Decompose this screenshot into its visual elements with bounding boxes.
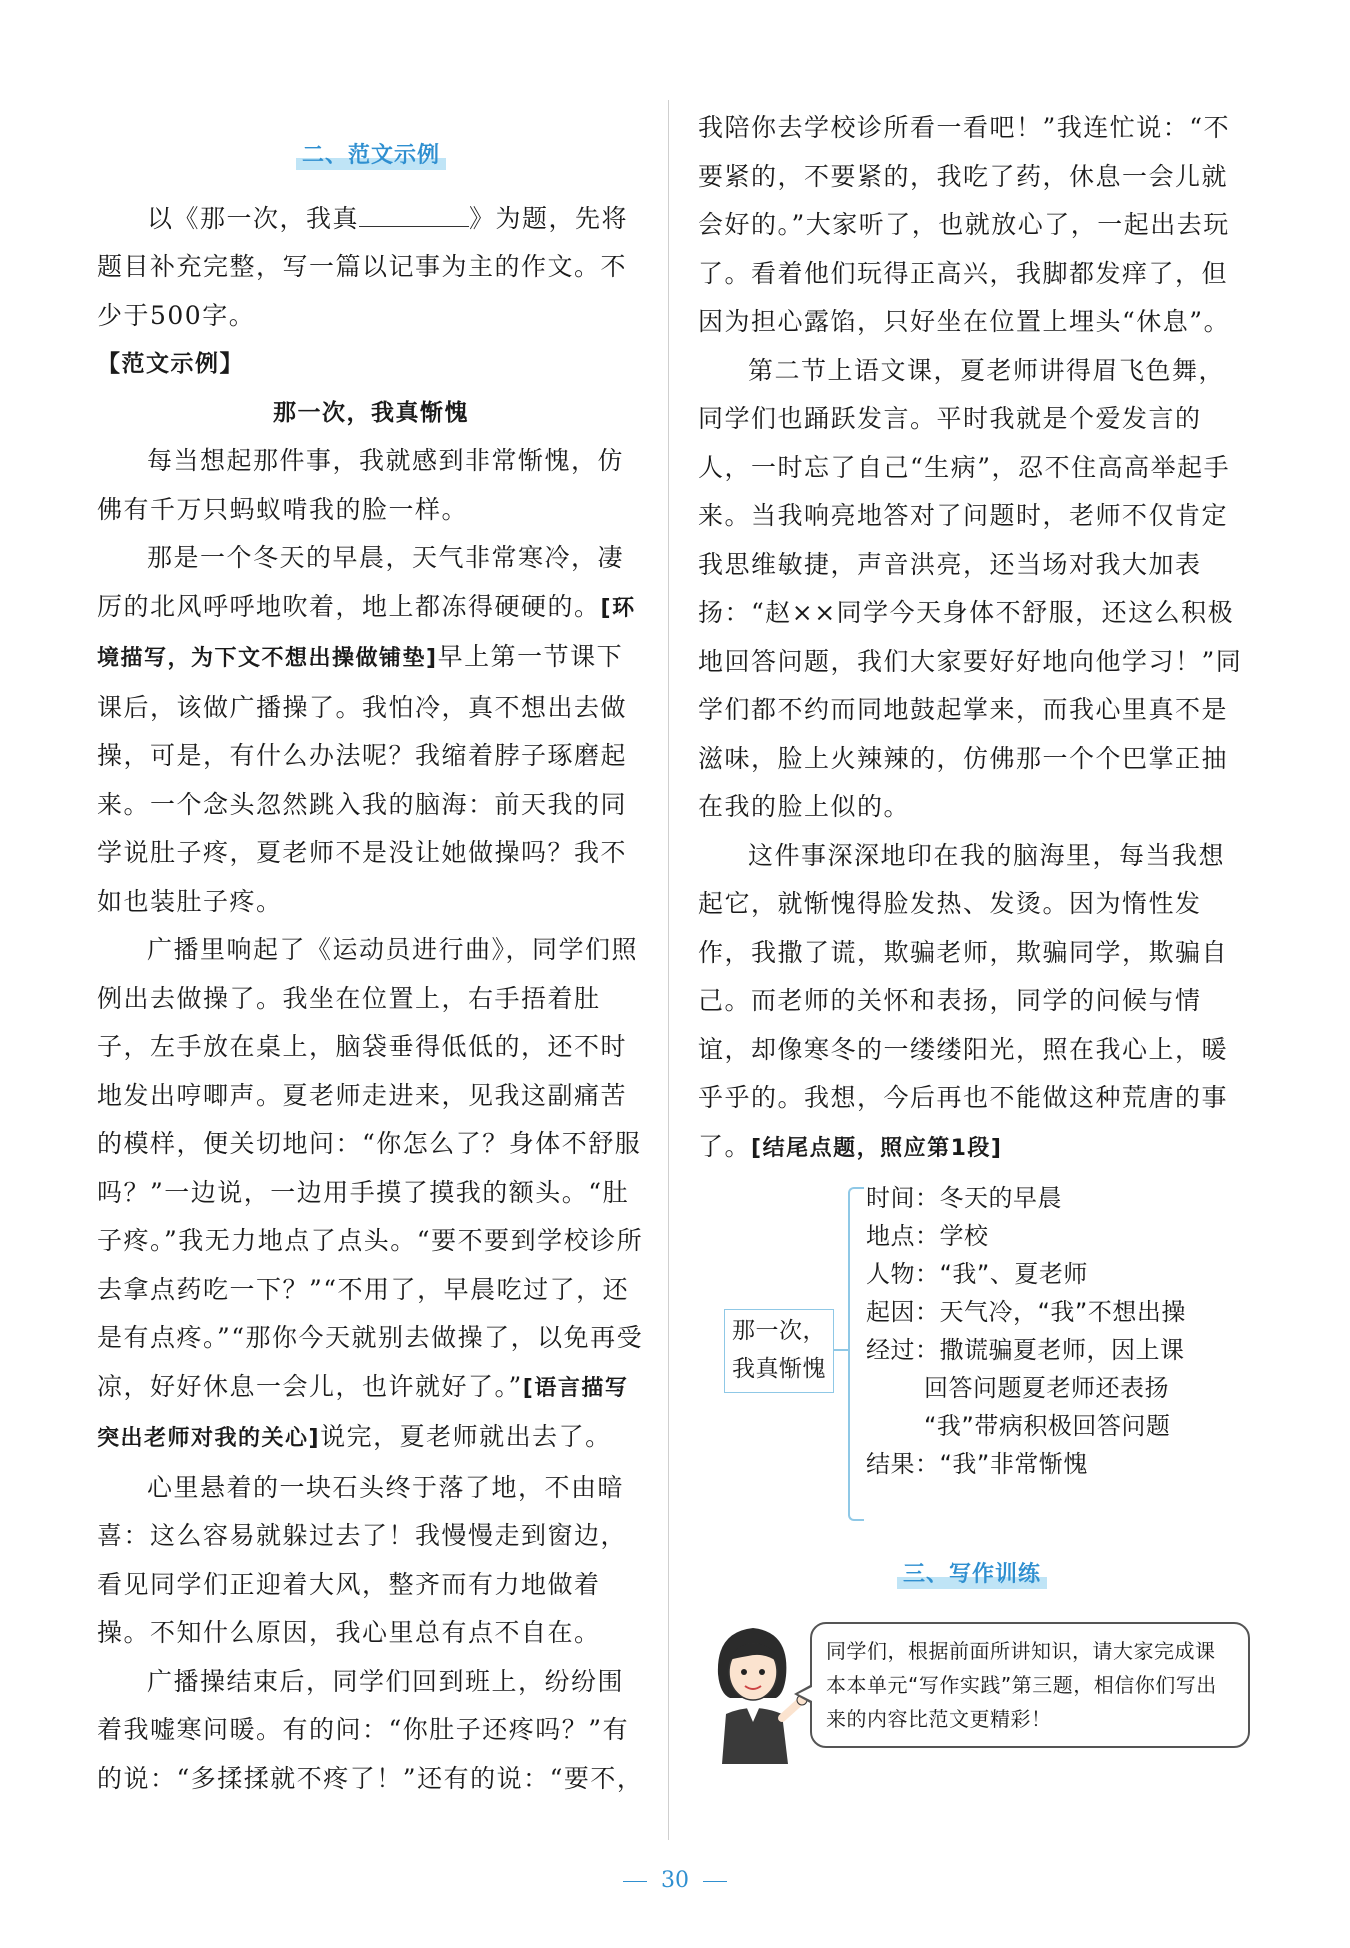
writing-prompt: 以《那一次，我真 》为题，先将题目补充完整，写一篇以记事为主的作文。不少于500字。 (97, 195, 645, 341)
section-heading-examples (97, 130, 645, 181)
essay-paragraph-7: 这件事深深地印在我的脑海里，每当我想起它，就惭愧得脸发热、发烫。因为惰性发作，我撒了谎，欺骗老师，欺骗同学，欺骗自己。而老师的关怀和表扬，同学的问候与情谊，却像寒冬的一缕缕阳光，照在我心上，暖乎乎的。我想，今后再也不能做这种荒唐的事了。[结尾点题，照应第1段] (698, 840, 1229, 1161)
essay-paragraph-1: 每当想起那件事，我就感到非常惭愧，仿佛有千万只蚂蚁啃我的脸一样。 (97, 446, 625, 524)
teacher-illustration-icon (698, 1614, 808, 1764)
summary-topic-box: 那一次， 我真惭愧 (724, 1309, 834, 1393)
page-number: 30 (0, 1868, 1350, 1893)
summary-place: 地点：学校 (866, 1222, 989, 1250)
summary-brace (848, 1187, 864, 1521)
summary-result: 结果：“我”非常惭愧 (866, 1450, 1088, 1478)
summary-process-2: 回答问题夏老师还表扬 (924, 1374, 1169, 1402)
speech-bubble-tail-inner (798, 1687, 812, 1701)
summary-process-3: “我”带病积极回答问题 (924, 1412, 1171, 1440)
essay-paragraph-3: 广播里响起了《运动员进行曲》，同学们照例出去做操了。我坐在位置上，右手捂着肚子，左手放在桌上，脑袋垂得低低的，还不时地发出哼唧声。夏老师走进来，见我这副痛苦的模样，便关切地问：“你怎么了？身体不舒服吗？”一边说，一边用手摸了摸我的额头。“肚子疼。”我无力地点了点头。“要不要到学校诊所去拿点药吃一下？”“不用了，早晨吃过了，还是有点疼。”“那你今天就别去做操了，以免再受凉，好好休息一会儿，也许就好了。”[语言描写突出老师对我的关心]说完，夏老师就出去了。 (97, 935, 644, 1451)
section-heading-training (698, 1549, 1246, 1600)
speech-bubble: 同学们，根据前面所讲知识，请大家完成课本本单元“写作实践”第三题，相信你们写出来的内容比范文更精彩！ (810, 1622, 1250, 1748)
summary-brace-tip (834, 1349, 848, 1351)
teacher-dialogue (698, 1614, 1246, 1774)
column-divider (668, 100, 669, 1840)
left-column (97, 100, 645, 1803)
annotation-ending: [结尾点题，照应第1段] (751, 1135, 1003, 1161)
example-label: 【范文示例】 (97, 351, 244, 377)
summary-cause: 起因：天气冷，“我”不想出操 (866, 1298, 1186, 1326)
summary-time: 时间：冬天的早晨 (866, 1184, 1062, 1212)
section-heading-label: 三、写作训练 (897, 1562, 1047, 1589)
essay-paragraph-6: 第二节上语文课，夏老师讲得眉飞色舞，同学们也踊跃发言。平时我就是个爱发言的人，一时忘了自己“生病”，忍不住高高举起手来。当我响亮地答对了问题时，老师不仅肯定我思维敏捷，声音洪亮，还当场对我大加表扬：“赵××同学今天身体不舒服，还这么积极地回答问题，我们大家要好好地向他学习！”同学们都不约而同地鼓起掌来，而我心里真不是滋味，脸上火辣辣的，仿佛那一个个巴掌正抽在我的脸上似的。 (698, 355, 1243, 821)
essay-title: 那一次，我真惭愧 (273, 399, 469, 426)
essay-paragraph-4: 心里悬着的一块石头终于落了地，不由暗喜：这么容易就躲过去了！我慢慢走到窗边，看见同学们正迎着大风，整齐而有力地做着操。不知什么原因，我心里总有点不自在。 (97, 1472, 628, 1647)
essay-paragraph-5: 广播操结束后，同学们回到班上，纷纷围着我嘘寒问暖。有的问：“你肚子还疼吗？”有的说：“多揉揉就不疼了！”还有的说：“要不， (97, 1666, 644, 1793)
essay-paragraph-2: 那是一个冬天的早晨，天气非常寒冷，凄厉的北风呼呼地吹着，地上都冻得硬硬的。[环境描写，为下文不想出操做铺垫]早上第一节课下课后，该做广播操了。我怕冷，真不想出去做操，可是，有什么办法呢？我缩着脖子琢磨起来。一个念头忽然跳入我的脑海：前天我的同学说肚子疼，夏老师不是没让她做操吗？我不如也装肚子疼。 (97, 543, 636, 916)
summary-process-1: 经过：撒谎骗夏老师，因上课 (866, 1336, 1185, 1364)
summary-people: 人物：“我”、夏老师 (866, 1260, 1088, 1288)
right-column (698, 104, 1246, 1774)
essay-paragraph-5-continued: 我陪你去学校诊所看一看吧！”我连忙说：“不要紧的，不要紧的，我吃了药，休息一会儿就会好的。”大家听了，也就放心了，一起出去玩了。看着他们玩得正高兴，我脚都发痒了，但因为担心露馅，只好坐在位置上埋头“休息”。 (698, 113, 1231, 336)
annotation-environment: [环境描写，为下文不想出操做铺垫] (97, 595, 636, 671)
section-heading-label: 二、范文示例 (296, 143, 446, 170)
essay-summary-diagram (698, 1179, 1246, 1549)
annotation-dialogue: [语言描写突出老师对我的关心] (97, 1375, 629, 1451)
title-blank (359, 200, 469, 227)
